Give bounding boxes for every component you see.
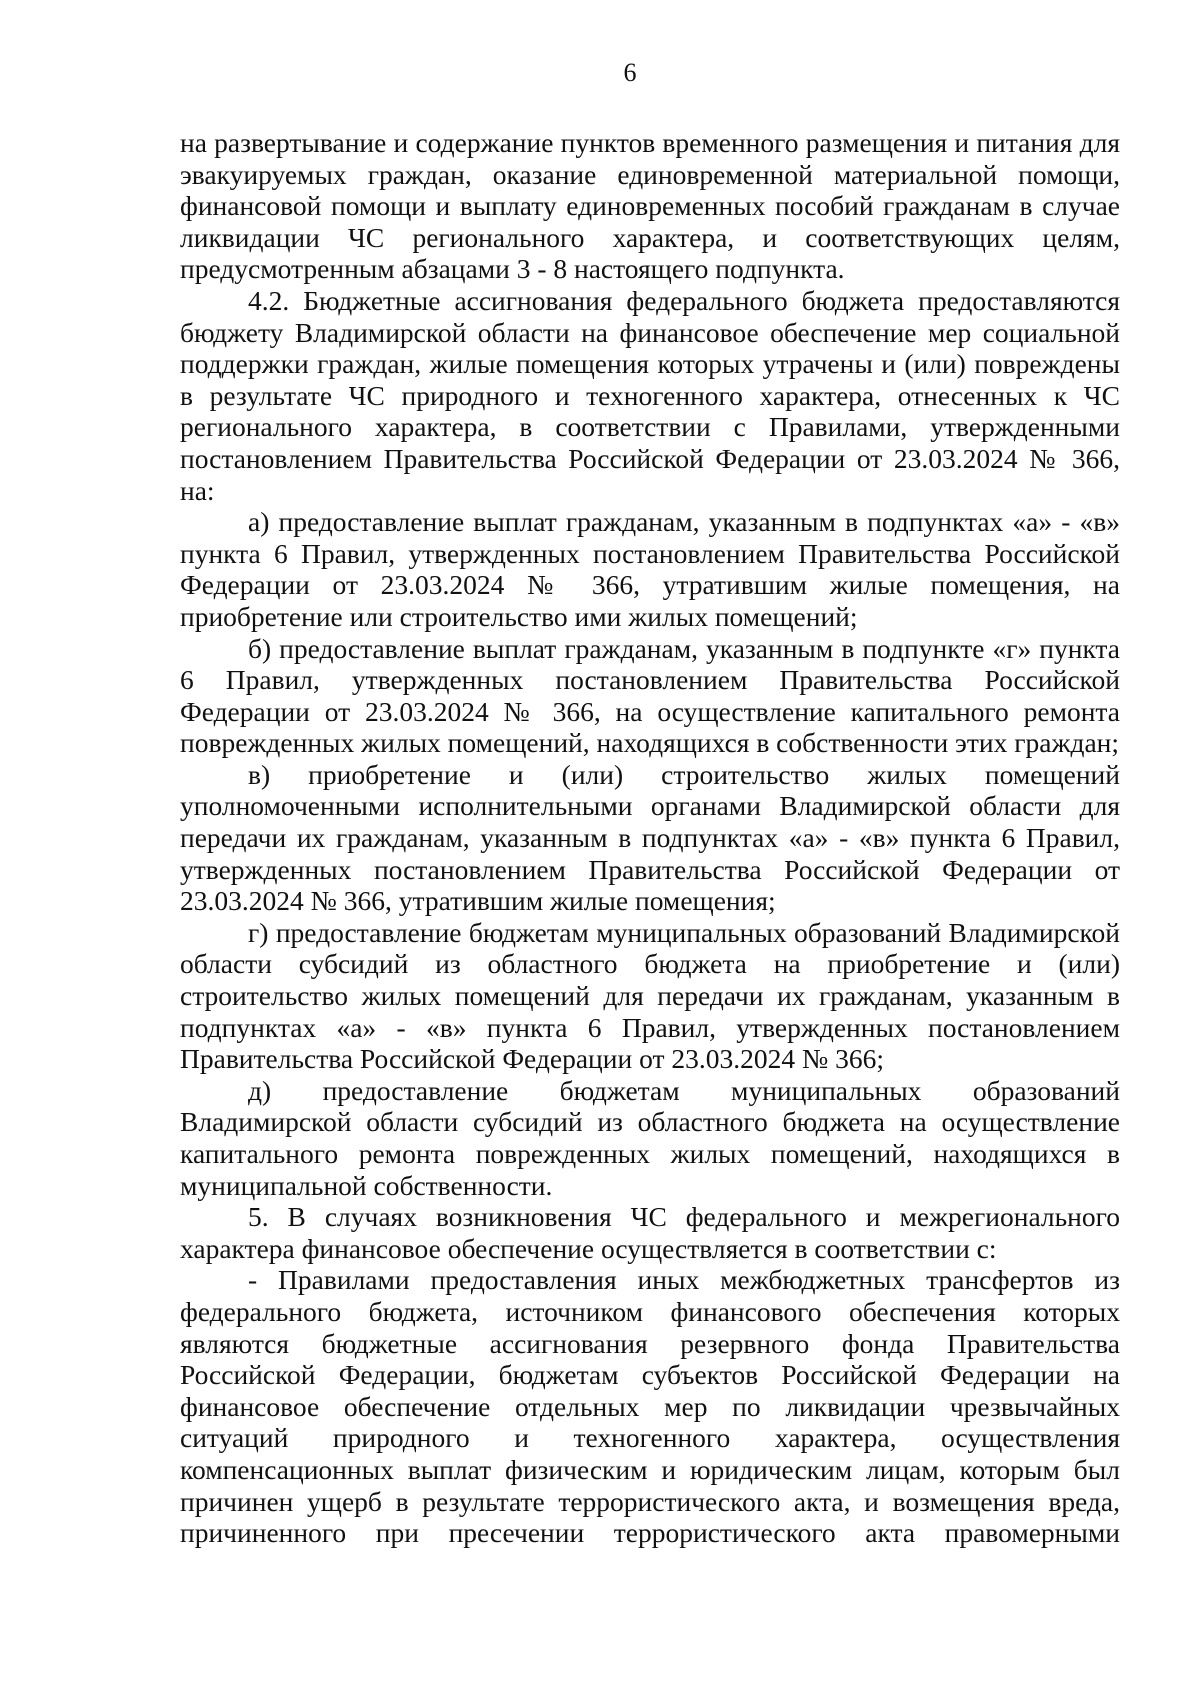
document-body: [180, 127, 1120, 1549]
paragraph-item-b: б) предоставление выплат гражданам, указанным в подпункте «г» пункта 6 Правил, утвержденных постановлением Правительства Российской Федерации от 23.03.2024 № 366, на осуществление капитального ремонта поврежденных жилых помещений, находящихся в собственности этих граждан;: [180, 632, 1120, 759]
paragraph-continuation: на развертывание и содержание пунктов временного размещения и питания для эвакуируемых граждан, оказание единовременной материальной помощи, финансовой помощи и выплату единовременных пособий гражданам в случае ликвидации ЧС регионального характера, и соответствующих целям, предусмотренным абзацами 3 - 8 настоящего подпункта.: [180, 127, 1120, 285]
paragraph-item-d: д) предоставление бюджетам муниципальных образований Владимирской области субсидий из областного бюджета на осуществление капитального ремонта поврежденных жилых помещений, находящихся в муниципальной собственности.: [180, 1074, 1120, 1201]
paragraph-item-v: в) приобретение и (или) строительство жилых помещений уполномоченными исполнительными органами Владимирской области для передачи их гражданам, указанным в подпунктах «а» - «в» пункта 6 Правил, утвержденных постановлением Правительства Российской Федерации от 23.03.2024 № 366, утратившим жилые помещения;: [180, 758, 1120, 917]
paragraph-item-g: г) предоставление бюджетам муниципальных образований Владимирской области субсидий из областного бюджета на приобретение и (или) строительство жилых помещений для передачи их гражданам, указанным в подпунктах «а» - «в» пункта 6 Правил, утвержденных постановлением Правительства Российской Федерации от 23.03.2024 № 366;: [180, 916, 1120, 1075]
paragraph-5: 5. В случаях возникновения ЧС федерального и межрегионального характера финансовое обеспечение осуществляется в соответствии с:: [180, 1201, 1120, 1264]
page-number: 6: [623, 58, 637, 87]
paragraph-item-a: а) предоставление выплат гражданам, указанным в подпунктах «а» - «в» пункта 6 Правил, утвержденных постановлением Правительства Российской Федерации от 23.03.2024 № 366, утратившим жилые помещения, на приобретение или строительство ими жилых помещений;: [180, 506, 1120, 632]
paragraph-rules-list-item: - Правилами предоставления иных межбюджетных трансфертов из федерального бюджета, источником финансового обеспечения которых являются бюджетные ассигнования резервного фонда Правительства Российской Федерации, бюджетам субъектов Российской Федерации на финансовое обеспечение отдельных мер по ликвидации чрезвычайных ситуаций природного и техногенного характера, осуществления компенсационных выплат физическим и юридическим лицам, которым был причинен ущерб в результате террористического акта, и возмещения вреда, причиненного при пресечении террористического акта правомерными: [180, 1264, 1120, 1549]
paragraph-4-2: 4.2. Бюджетные ассигнования федерального бюджета предоставляются бюджету Владимирской области на финансовое обеспечение мер социальной поддержки граждан, жилые помещения которых утрачены и (или) повреждены в результате ЧС природного и техногенного характера, отнесенных к ЧС регионального характера, в соответствии с Правилами, утвержденными постановлением Правительства Российской Федерации от 23.03.2024 № 366, на:: [180, 284, 1120, 506]
